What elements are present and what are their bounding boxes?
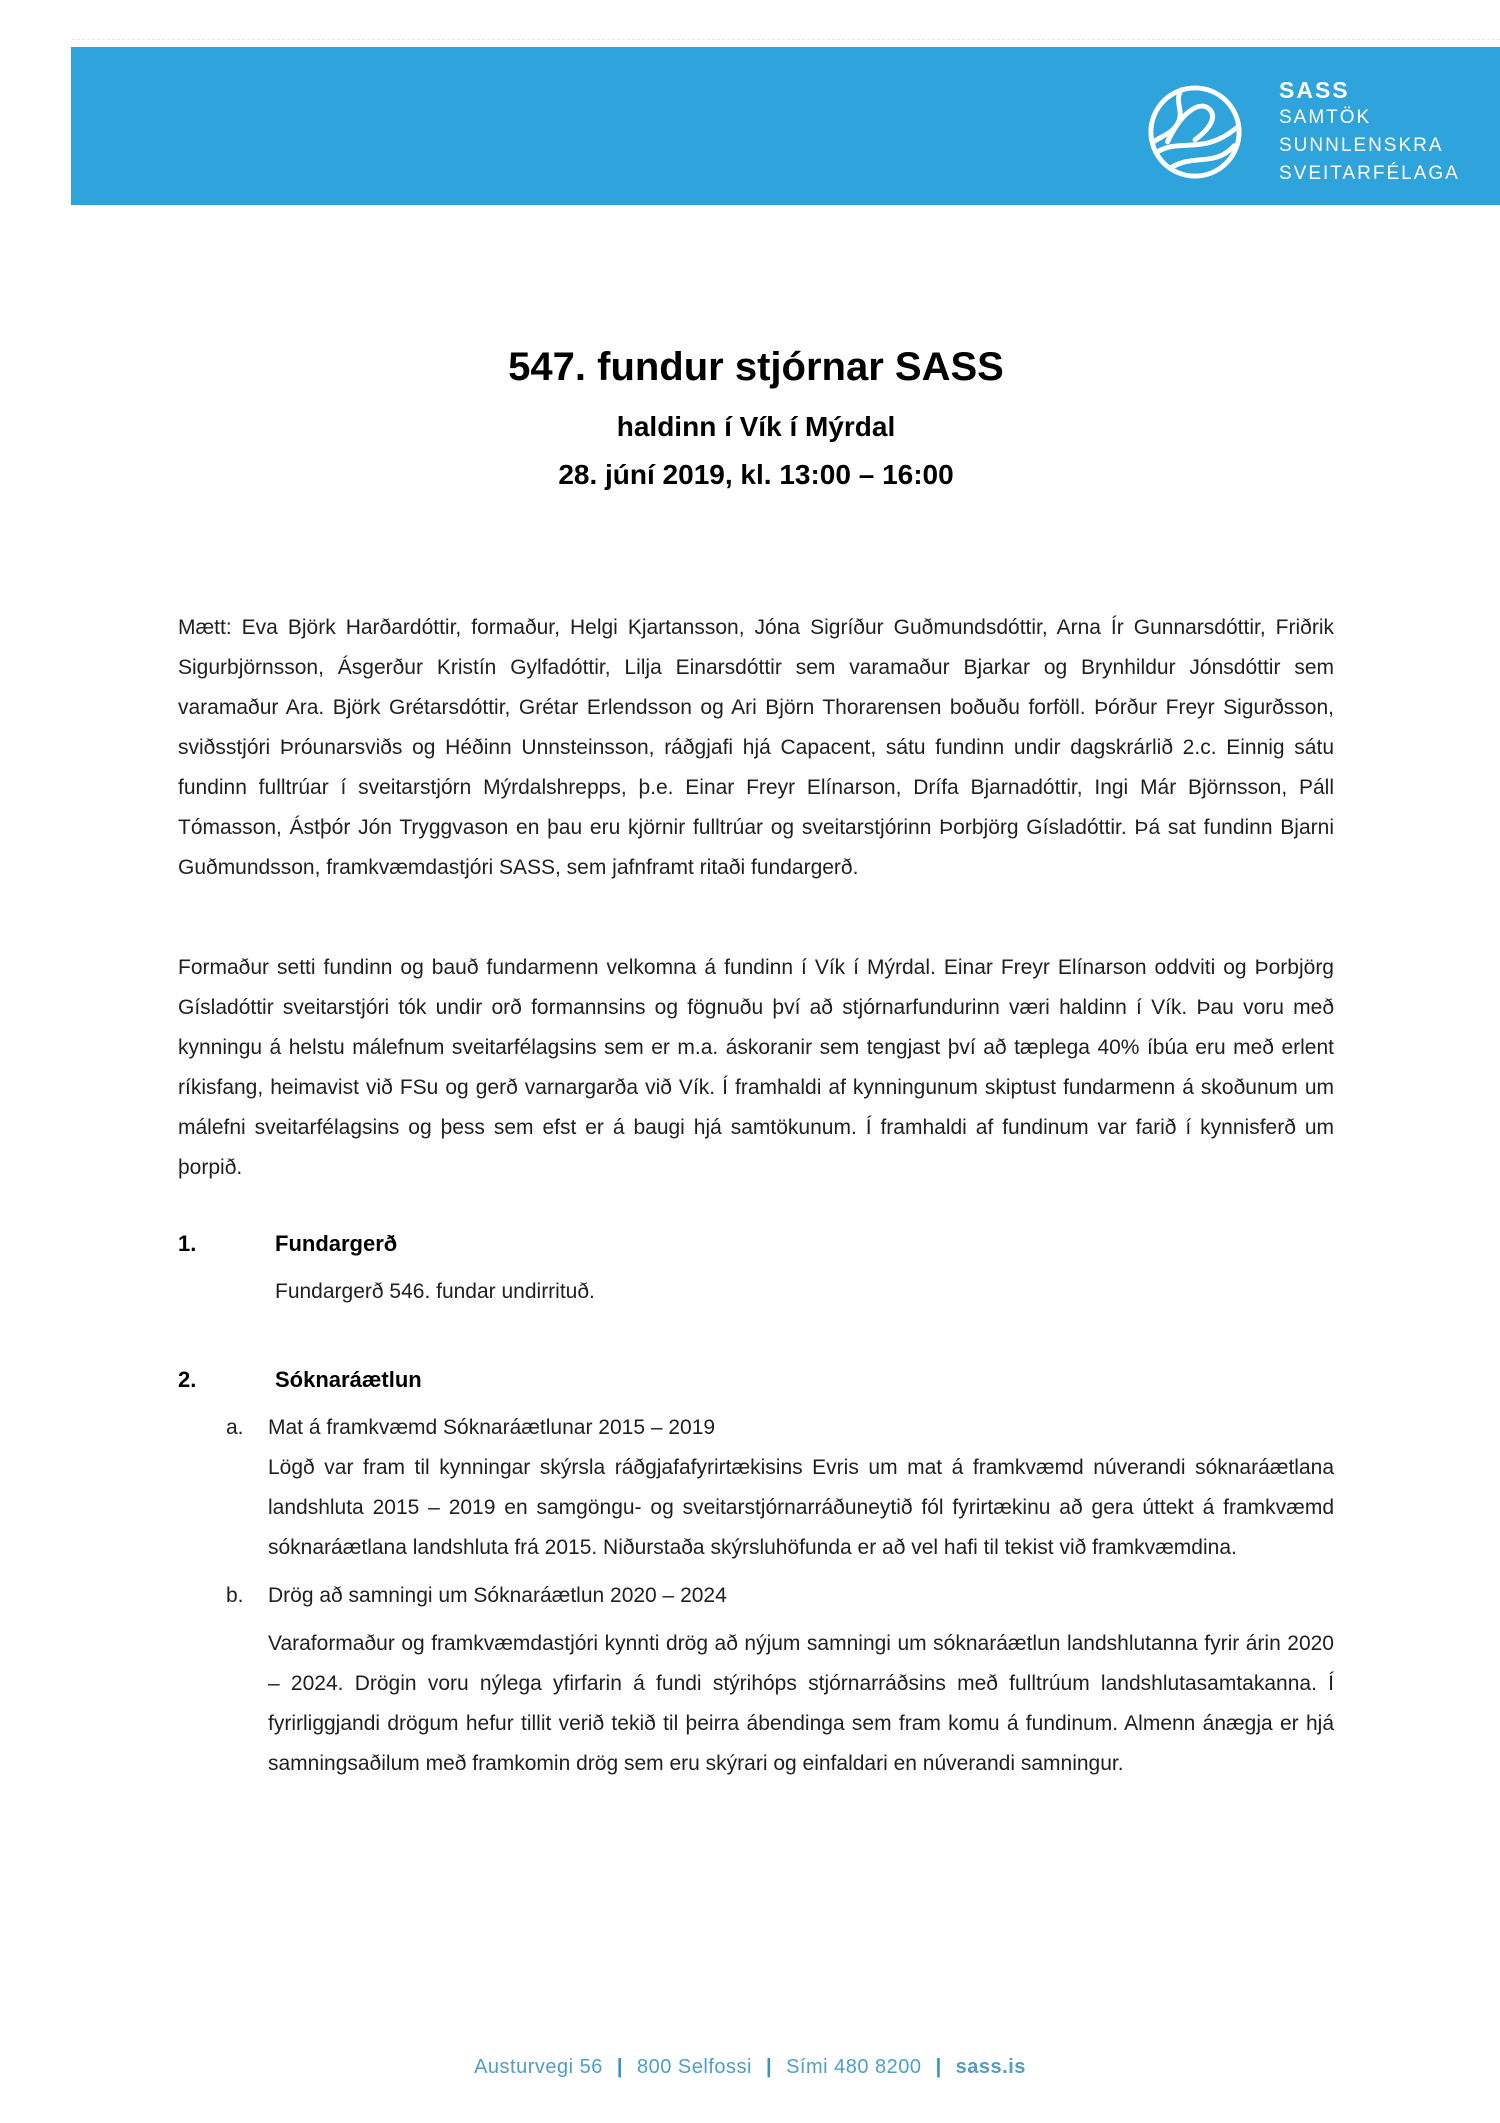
brand-line-2: SUNNLENSKRA xyxy=(1279,135,1444,156)
section-1-title: Fundargerð xyxy=(275,1231,398,1256)
list-item-a-title xyxy=(178,1408,1334,1448)
list-item-a-body: Lögð var fram til kynningar skýrsla ráðgjafafyrirtækisins Evris um mat á framkvæmd núverandi sóknaráætlana landshluta 2015 – 2019 en samgöngu- og sveitarstjórnarráðuneytið fól fyrirtækinu að gera úttekt á framkvæmd sóknaráætlana landshluta frá 2015. Niðurstaða skýrsluhöfunda er að vel hafi til tekist við framkvæmdina. xyxy=(268,1456,1334,1559)
list-item-b-body: Varaformaður og framkvæmdastjóri kynnti drög að nýjum samningi um sóknaráætlun landshlutanna fyrir árin 2020 – 2024. Drögin voru nýlega yfirfarin á fundi stýrihóps stjórnarráðsins með fulltrúum landshlutasamtakanna. Í fyrirliggjandi drögum hefur tillit verið tekið til þeirra ábendinga sem fram komu á fundinum. Almenn ánægja er hjá samningsaðilum með framkomin drög sem eru skýrari og einfaldari en núverandi samningur. xyxy=(268,1632,1334,1775)
section-2-title: Sóknaráætlun xyxy=(275,1367,422,1392)
attendance-paragraph: Mætt: Eva Björk Harðardóttir, formaður, Helgi Kjartansson, Jóna Sigríður Guðmundsdóttir, Arna Ír Gunnarsdóttir, Friðrik Sigurbjörnsson, Ásgerður Kristín Gylfadóttir, Lilja Einarsdóttir sem varamaður Bjarkar og Brynhildur Jónsdóttir sem varamaður Ara. Björk Grétarsdóttir, Grétar Erlendsson og Ari Björn Thorarensen boðuðu forföll. Þórður Freyr Sigurðsson, sviðsstjóri Þróunarsviðs og Héðinn Unnsteinsson, ráðgjafi hjá Capacent, sátu fundinn undir dagskrárlið 2.c. Einnig sátu fundinn fulltrúar í sveitarstjórn Mýrdalshrepps, þ.e. Einar Freyr Elínarson, Drífa Bjarnadóttir, Ingi Már Björnsson, Páll Tómasson, Ástþór Jón Tryggvason en þau eru kjörnir fulltrúar og sveitarstjórinn Þorbjörg Gísladóttir. Þá sat fundinn Bjarni Guðmundsson, framkvæmdastjóri SASS, sem jafnframt ritaði fundargerð. xyxy=(178,616,1334,879)
footer-separator: | xyxy=(765,2056,773,2078)
section-2-heading xyxy=(178,1360,1334,1400)
list-item-a-letter: a. xyxy=(226,1416,244,1439)
footer-separator: | xyxy=(935,2056,942,2078)
footer xyxy=(0,2052,1500,2082)
footer-phone: Sími 480 8200 xyxy=(786,2056,922,2078)
brand-name: SASS xyxy=(1279,77,1350,103)
meeting-title: 547. fundur stjórnar SASS xyxy=(508,345,1004,389)
footer-city: 800 Selfossi xyxy=(637,2056,752,2078)
meeting-datetime: 28. júní 2019, kl. 13:00 – 16:00 xyxy=(558,459,954,490)
meeting-location: haldinn í Vík í Mýrdal xyxy=(616,411,896,442)
list-item-b-title xyxy=(178,1576,1334,1616)
footer-separator: | xyxy=(616,2056,623,2078)
brand-line-3: SVEITARFÉLAGA xyxy=(1279,163,1460,184)
opening-paragraph: Formaður setti fundinn og bauð fundarmenn velkomna á fundinn í Vík í Mýrdal. Einar Freyr Elínarson oddviti og Þorbjörg Gísladóttir sveitarstjóri tók undir orð formannsins og fögnuðu því að stjórnarfundurinn væri haldinn í Vík. Þau voru með kynningu á helstu málefnum sveitarfélagsins sem er m.a. áskoranir sem tengjast því að tæplega 40% íbúa eru með erlent ríkisfang, heimavist við FSu og gerð varnargarða við Vík. Í framhaldi af kynningunum skiptust fundarmenn á skoðunum um málefni sveitarfélagsins og þess sem efst er á baugi hjá samtökunum. Í framhaldi af fundinum var farið í kynnisferð um þorpið. xyxy=(178,956,1334,1179)
list-item-b-letter: b. xyxy=(226,1584,244,1607)
section-1-heading xyxy=(178,1224,1334,1264)
footer-address: Austurvegi 56 xyxy=(474,2056,603,2078)
brand-line-1: SAMTÖK xyxy=(1279,107,1372,128)
section-1-body: Fundargerð 546. fundar undirrituð. xyxy=(275,1280,595,1303)
list-item-a-title-text: Mat á framkvæmd Sóknaráætlunar 2015 – 2019 xyxy=(268,1416,716,1439)
document-body xyxy=(178,0,1334,1784)
section-2-number: 2. xyxy=(178,1367,197,1392)
section-1-number: 1. xyxy=(178,1231,197,1256)
list-item-b-title-text: Drög að samningi um Sóknaráætlun 2020 – 2024 xyxy=(268,1584,727,1607)
footer-website: sass.is xyxy=(955,2056,1026,2078)
